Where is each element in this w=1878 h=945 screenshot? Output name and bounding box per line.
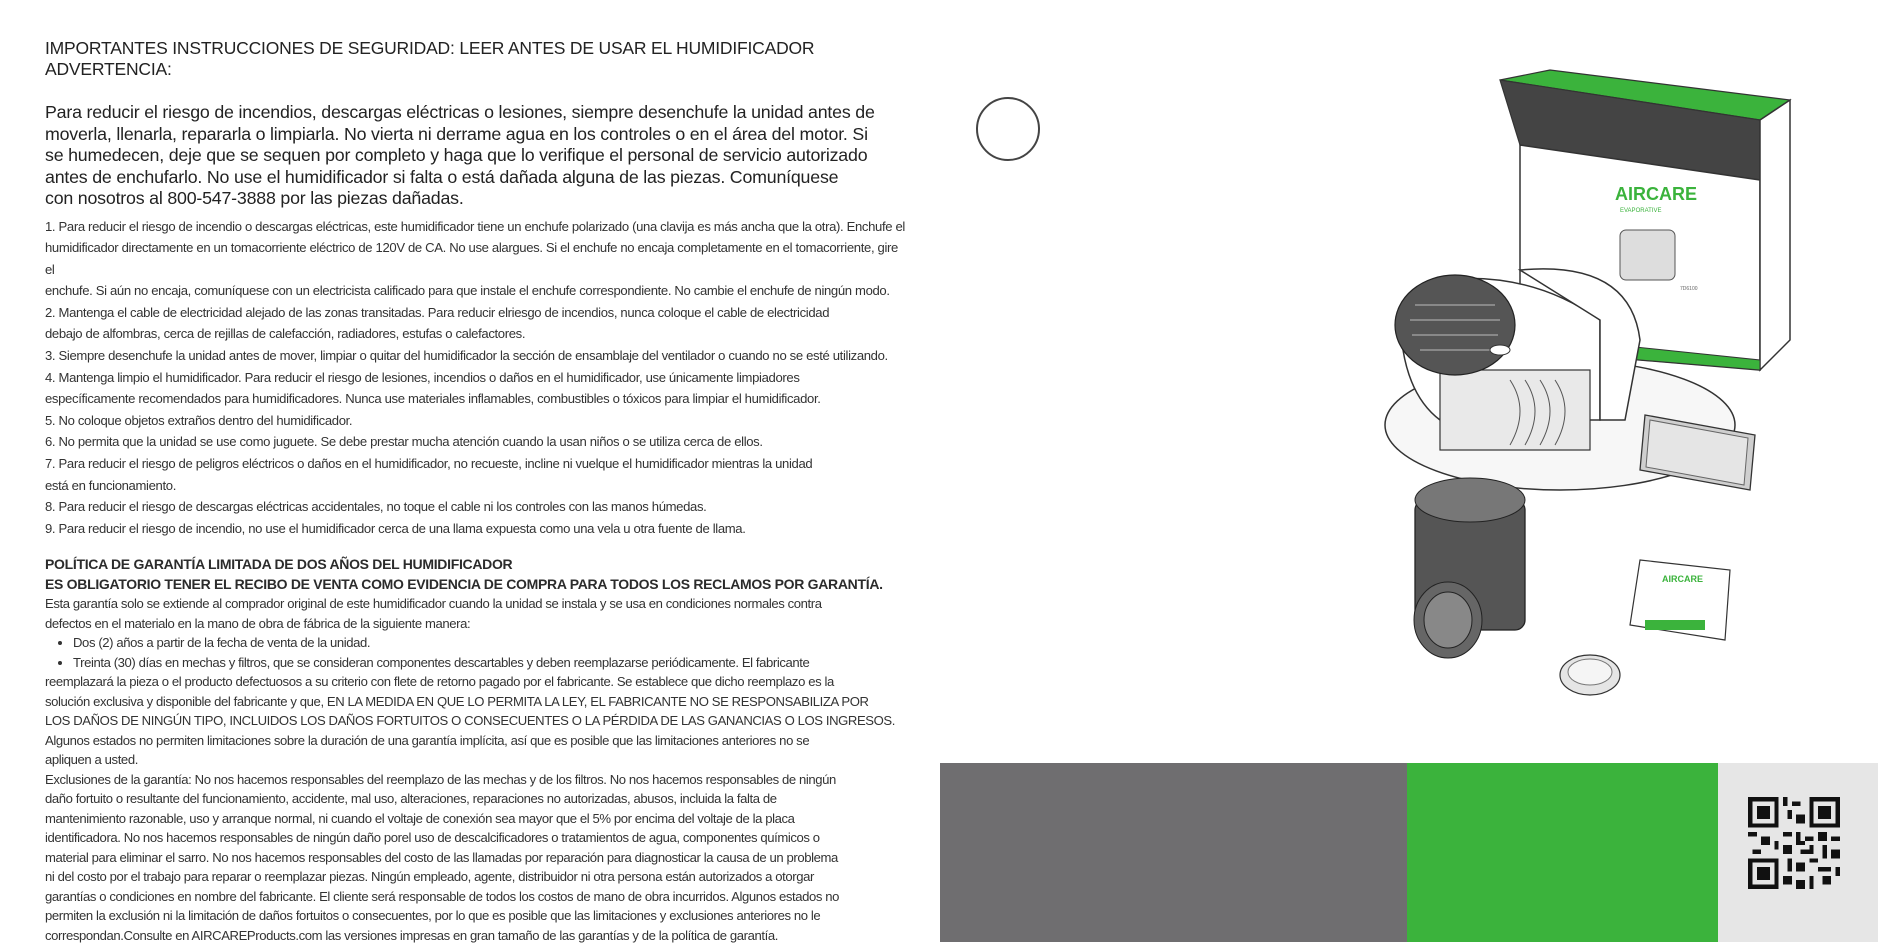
- water-tank: [1414, 478, 1525, 658]
- rule-line: debajo de alfombras, cerca de rejillas de calefacción, radiadores, estufas o calefactores.: [45, 326, 526, 342]
- warranty-section: [45, 555, 905, 945]
- warranty-text-line: Exclusiones de la garantía: No nos hacemos responsables del reemplazo de las mechas y de los filtros. No nos hacemos responsables de ningún: [45, 771, 836, 787]
- footer-green-band: [1407, 763, 1718, 942]
- box-brand: AIRCARE: [1615, 184, 1698, 204]
- warranty-text-line: material para eliminar el sarro. No nos hacemos responsables del costo de las llamadas por reparación para diagnosticar la causa de un problema: [45, 849, 838, 865]
- warranty-text-line: garantías o condiciones en nombre del fabricante. El cliente será responsable de todos los costos de mano de obra incurridos. Algunos estados no: [45, 888, 840, 904]
- warranty-text-line: apliquen a usted.: [45, 752, 138, 768]
- warranty-bullet: • Treinta (30) días en mechas y filtros, que se consideran componentes descartables y deben reemplazarse periódicamente. El fabricante: [73, 653, 905, 673]
- warranty-text-line: Algunos estados no permiten limitaciones sobre la duración de una garantía implícita, así que es posible que las limitaciones anteriores no se: [45, 732, 810, 748]
- rule-line: 1. Para reducir el riesgo de incendio o descargas eléctricas, este humidificador tiene un enchufe polarizado (una clavija es más ancha que la otra). Enchufe el: [45, 218, 905, 234]
- rule-line: está en funcionamiento.: [45, 477, 176, 493]
- warning-line: se humedecen, deje que se sequen por completo y haga que lo verifique el personal de servicio autorizado: [45, 145, 868, 165]
- rule-line: 3. Siempre desenchufe la unidad antes de mover, limpiar o quitar del humidificador la sección de ensamblaje del ventilador o cuando no se esté utilizando.: [45, 348, 888, 364]
- warning-line: antes de enchufarlo. No use el humidificador si falta o está dañada alguna de las piezas. Comuníquese: [45, 166, 839, 187]
- warning-line: Para reducir el riesgo de incendios, descargas eléctricas o lesiones, siempre desenchufe la unidad antes de: [45, 102, 875, 122]
- warranty-title: POLÍTICA DE GARANTÍA LIMITADA DE DOS AÑOS DEL HUMIDIFICADOR: [45, 556, 513, 573]
- rule-line: humidificador directamente en un tomacorriente eléctrico de 120V de CA. No use alargues. Si el enchufe no encaja completamente en el tomacorriente, gire el: [45, 240, 898, 277]
- warranty-text-line: Esta garantía solo se extiende al comprador original de este humidificador cuando la unidad se instala y se usa en condiciones normales contra: [45, 596, 822, 612]
- warranty-text-line: identificadora. No nos hacemos responsables de ningún daño porel uso de descalcificadores o tratamientos de agua, componentes químicos o: [45, 830, 820, 846]
- box-model: 7D6100: [1680, 286, 1698, 292]
- rule-line: 8. Para reducir el riesgo de descargas eléctricas accidentales, no toque el cable ni los controles con las manos húmedas.: [45, 499, 707, 515]
- rule-line: 5. No coloque objetos extraños dentro del humidificador.: [45, 412, 353, 428]
- safety-warning: [45, 102, 905, 210]
- warranty-subtitle: ES OBLIGATORIO TENER EL RECIBO DE VENTA COMO EVIDENCIA DE COMPRA PARA TODOS LOS RECLAMOS POR GARANTÍA.: [45, 575, 883, 592]
- warranty-bullets: [45, 633, 905, 672]
- manual-booklet: [1630, 560, 1730, 640]
- box-brand-sub: EVAPORATIVE: [1620, 208, 1662, 214]
- warranty-text-line: solución exclusiva y disponible del fabricante y que, EN LA MEDIDA EN QUE LO PERMITA LA LEY, EL FABRICANTE NO SE RESPONSABILIZA POR: [45, 693, 869, 709]
- warranty-text-line: defectos en el materialo en la mano de obra de fábrica de la siguiente manera:: [45, 615, 471, 631]
- qr-code-icon[interactable]: [1748, 797, 1840, 889]
- warning-line: moverla, llenarla, repararla o limpiarla. No vierta ni derrame agua en los controles o en el área del motor. Si: [45, 123, 868, 144]
- warranty-text-line: permiten la exclusión ni la limitación de daños fortuitos o consecuentes, por lo que es posible que las limitaciones y exclusiones anteriores no le: [45, 908, 821, 924]
- safety-heading: IMPORTANTES INSTRUCCIONES DE SEGURIDAD: LEER ANTES DE USAR EL HUMIDIFICADOR ADVERTENCIA:: [45, 38, 815, 79]
- manual-brand: AIRCARE: [1662, 574, 1704, 584]
- warranty-text-line: reemplazará la pieza o el producto defectuosos a su criterio con flete de retorno pagado por el fabricante. Se establece que dicho reemplazo es la: [45, 674, 834, 690]
- rule-line: enchufe. Si aún no encaja, comuníquese con un electricista calificado para que instale el enchufe correspondiente. No cambie el enchufe de ningún modo.: [45, 283, 890, 299]
- product-illustration: [1380, 60, 1800, 740]
- rule-line: 9. Para reducir el riesgo de incendio, no use el humidificador cerca de una llama expuesta como una vela u otra fuente de llama.: [45, 520, 746, 536]
- rule-line: específicamente recomendados para humidificadores. Nunca use materiales inflamables, combustibles o tóxicos para limpiar el humidificador.: [45, 391, 821, 407]
- warranty-text-line: ni del costo por el trabajo para reparar o reemplazar piezas. Ningún empleado, agente, distribuidor ni otra persona están autorizados a otorgar: [45, 869, 814, 885]
- warranty-bullet: • Dos (2) años a partir de la fecha de venta de la unidad.: [73, 633, 905, 653]
- warranty-text-line: correspondan.Consulte en AIRCAREProducts.com las versiones impresas en gran tamaño de las garantías y de la política de garantía.: [45, 927, 778, 943]
- rule-line: 6. No permita que la unidad se use como juguete. Se debe prestar mucha atención cuando la usan niños o se utiliza cerca de ellos.: [45, 434, 763, 450]
- warning-line: con nosotros al 800-547-3888 por las piezas dañadas.: [45, 188, 464, 208]
- footer-gray-band: [940, 763, 1407, 942]
- safety-rules: [45, 216, 905, 540]
- warranty-text-line: LOS DAÑOS DE NINGÚN TIPO, INCLUIDOS LOS DAÑOS FORTUITOS O CONSECUENTES O LA PÉRDIDA DE LAS GANANCIAS O LOS INGRESOS.: [45, 713, 895, 729]
- instructions-column: [45, 38, 905, 945]
- circle-marker: [976, 97, 1040, 161]
- rule-line: 2. Mantenga el cable de electricidad alejado de las zonas transitadas. Para reducir elriesgo de incendios, nunca coloque el cable de electricidad: [45, 304, 830, 320]
- tank-cap: [1560, 655, 1620, 695]
- warranty-text-line: mantenimiento razonable, uso y arranque normal, ni cuando el voltaje de conexión sea mayor que el 5% por encima del voltaje de la placa: [45, 810, 795, 826]
- rule-line: 7. Para reducir el riesgo de peligros eléctricos o daños en el humidificador, no recueste, incline ni vuelque el humidificador mientras la unidad: [45, 456, 813, 472]
- warranty-text-line: daño fortuito o resultante del funcionamiento, accidente, mal uso, alteraciones, reparaciones no autorizadas, abusos, incluida la falta de: [45, 791, 777, 807]
- rule-line: 4. Mantenga limpio el humidificador. Para reducir el riesgo de lesiones, incendios o daños en el humidificador, use únicamente limpiadores: [45, 369, 800, 385]
